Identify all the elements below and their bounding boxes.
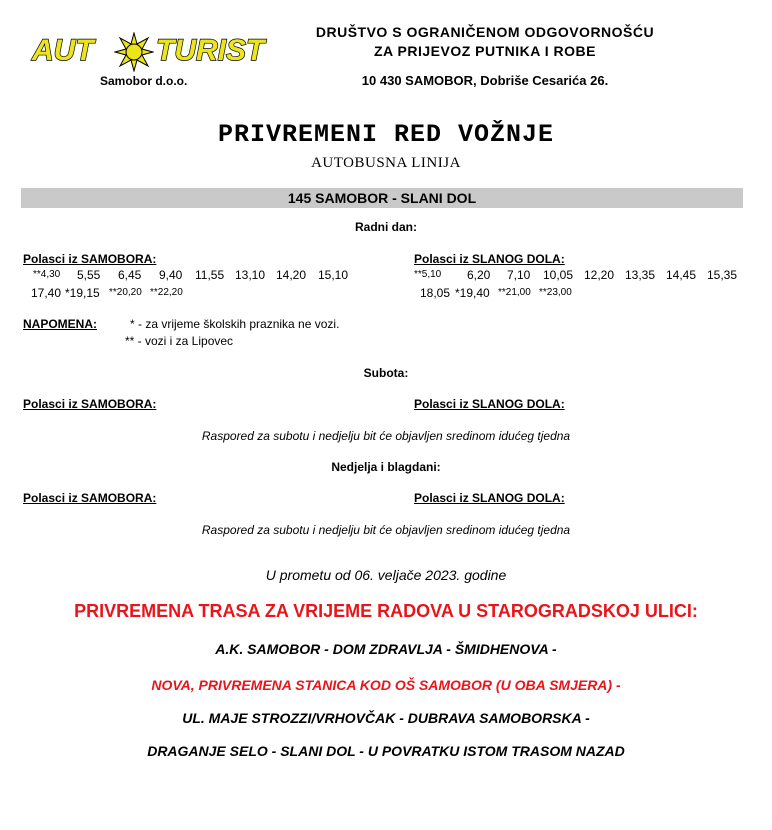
page-title: PRIVREMENI RED VOŽNJE (217, 120, 555, 149)
sunday-from-samobor-label: Polasci iz SAMOBORA: (23, 491, 157, 505)
departure-time: 17,40 (31, 286, 62, 300)
route-line3: UL. MAJE STROZZI/VRHOVČAK - DUBRAVA SAMOBORSKA - (182, 710, 590, 726)
departure-time: 9,40 (159, 268, 183, 282)
departure-time: 6,20 (467, 268, 491, 282)
departure-time: 5,55 (77, 268, 101, 282)
weekday-from-samobor-label: Polasci iz SAMOBORA: (23, 252, 157, 266)
departure-time: **23,00 (539, 287, 572, 298)
note-label: NAPOMENA: (23, 317, 97, 331)
departure-time: 14,45 (666, 268, 697, 282)
departure-time: 10,05 (543, 268, 574, 282)
saturday-info: Raspored za subotu i nedjelju bit će objavljen sredinom idućeg tjedna (201, 429, 571, 443)
departure-time: **22,20 (150, 287, 183, 298)
company-name-line2: ZA PRIJEVOZ PUTNIKA I ROBE (374, 43, 596, 59)
departure-time: 6,45 (118, 268, 142, 282)
departure-time: 12,20 (584, 268, 615, 282)
company-name-line1: DRUŠTVO S OGRANIČENOM ODGOVORNOŠĆU (315, 24, 655, 40)
saturday-from-slani-dol-label: Polasci iz SLANOG DOLA: (414, 397, 565, 411)
temporary-route-heading: PRIVREMENA TRASA ZA VRIJEME RADOVA U STAROGRADSKOJ ULICI: (74, 601, 698, 621)
sunday-info: Raspored za subotu i nedjelju bit će objavljen sredinom idućeg tjedna (201, 523, 571, 537)
valid-from: U prometu od 06. veljače 2023. godine (265, 567, 507, 583)
departure-time: *19,15 (65, 286, 100, 300)
departure-time: 13,35 (625, 268, 656, 282)
weekday-from-slani-dol-label: Polasci iz SLANOG DOLA: (414, 252, 565, 266)
sunday-heading: Nedjelja i blagdani: (331, 460, 441, 474)
departure-time: **20,20 (109, 287, 142, 298)
departure-time: 7,10 (507, 268, 531, 282)
departure-time: 13,10 (235, 268, 266, 282)
departure-time: 18,05 (420, 286, 451, 300)
route-line2: NOVA, PRIVREMENA STANICA KOD OŠ SAMOBOR (U OBA SMJERA) - (151, 677, 621, 693)
sun-logo-icon (114, 32, 154, 72)
page-subtitle: AUTOBUSNA LINIJA (311, 155, 461, 171)
company-short-name: Samobor d.o.o. (100, 74, 188, 88)
departure-time: **5,10 (414, 269, 442, 280)
saturday-heading: Subota: (363, 366, 409, 380)
departure-time: 15,10 (318, 268, 349, 282)
weekday-heading: Radni dan: (355, 220, 417, 234)
departure-time: **4,30 (33, 269, 61, 280)
logo-text-right: TURIST (156, 34, 265, 67)
note-line2: ** - vozi i za Lipovec (125, 334, 234, 348)
departure-time: **21,00 (498, 287, 531, 298)
departure-time: 14,20 (276, 268, 307, 282)
company-address: 10 430 SAMOBOR, Dobriše Cesarića 26. (361, 73, 609, 88)
saturday-from-samobor-label: Polasci iz SAMOBORA: (23, 397, 157, 411)
note-line1: * - za vrijeme školskih praznika ne vozi. (130, 317, 340, 331)
departure-time: 15,35 (707, 268, 738, 282)
company-logo (30, 28, 280, 80)
bus-line-bar: 145 SAMOBOR - SLANI DOL (21, 188, 743, 208)
sunday-from-slani-dol-label: Polasci iz SLANOG DOLA: (414, 491, 565, 505)
logo-text-left: AUT (32, 34, 94, 67)
route-line4: DRAGANJE SELO - SLANI DOL - U POVRATKU ISTOM TRASOM NAZAD (147, 743, 625, 759)
route-line1: A.K. SAMOBOR - DOM ZDRAVLJA - ŠMIDHENOVA - (215, 641, 557, 657)
departure-time: *19,40 (455, 286, 490, 300)
departure-time: 11,55 (195, 268, 225, 282)
